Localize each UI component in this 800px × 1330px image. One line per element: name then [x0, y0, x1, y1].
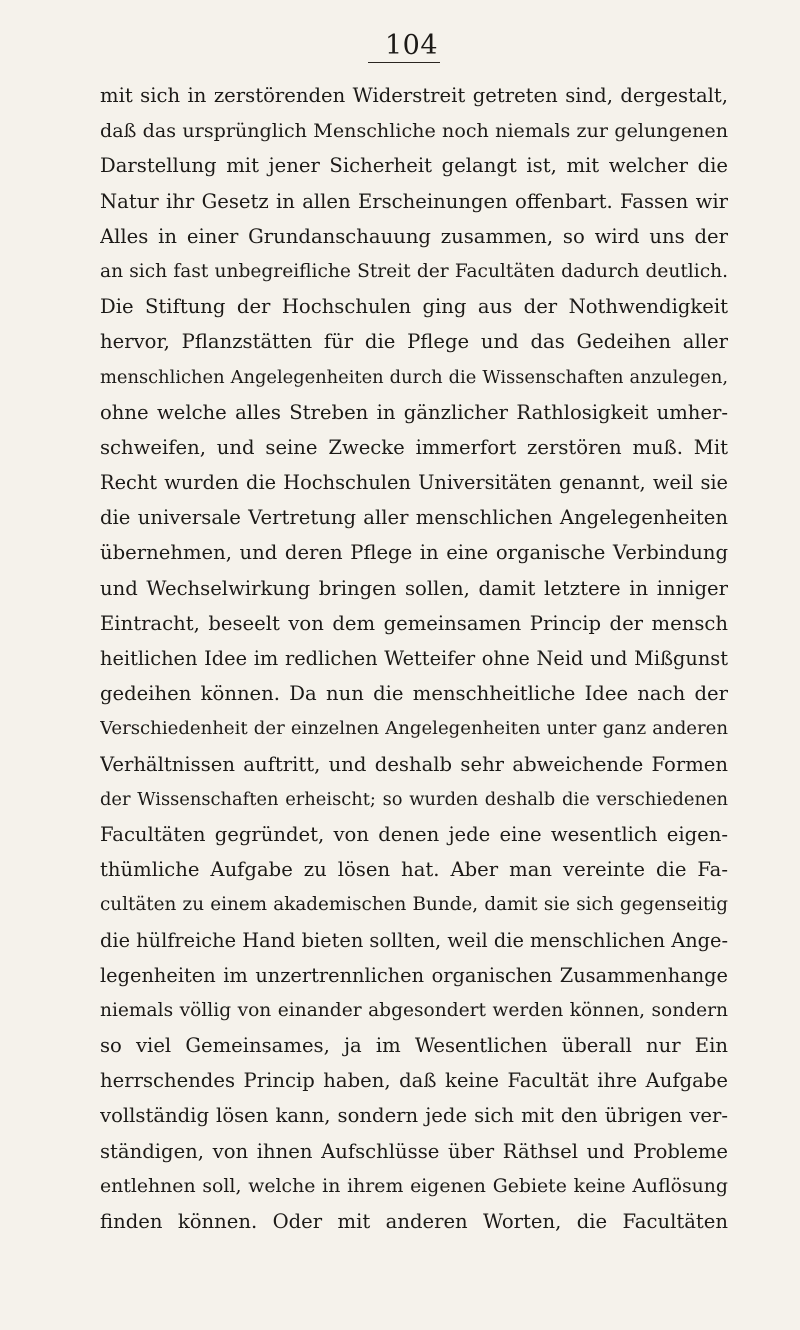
text-line: Eintracht, beseelt von dem gemeinsamen Princip der mensch: [100, 611, 728, 635]
text-line: thümliche Aufgabe zu lösen hat. Aber man vereinte die Fa-: [100, 858, 728, 882]
text-line: der Wissenschaften erheischt; so wurden deshalb die verschiedenen: [100, 788, 728, 810]
text-line: finden können. Oder mit anderen Worten, die Facultäten: [100, 1210, 728, 1233]
text-line: hervor, Pflanzstätten für die Pflege und das Gedeihen aller: [100, 330, 728, 354]
text-line: so viel Gemeinsames, ja im Wesentlichen überall nur Ein: [100, 1034, 728, 1058]
text-line: Die Stiftung der Hochschulen ging aus der Nothwendigkeit: [100, 295, 728, 319]
text-line: herrschendes Princip haben, daß keine Facultät ihre Aufgabe: [100, 1069, 728, 1093]
text-line: Verschiedenheit der einzelnen Angelegenheiten unter ganz anderen: [100, 718, 728, 740]
text-line: Alles in einer Grundanschauung zusammen, so wird uns der: [100, 224, 728, 248]
text-line: mit sich in zerstörenden Widerstreit getreten sind, dergestalt,: [100, 84, 728, 107]
page-number: 104: [385, 30, 439, 61]
text-line: heitlichen Idee im redlichen Wetteifer ohne Neid und Mißgunst: [100, 647, 728, 670]
text-line: niemals völlig von einander abgesondert werden können, sondern: [100, 999, 728, 1021]
text-line: an sich fast unbegreifliche Streit der Facultäten dadurch deutlich.: [100, 260, 728, 282]
text-line: gedeihen können. Da nun die menschheitliche Idee nach der: [100, 682, 728, 706]
text-line: übernehmen, und deren Pflege in eine organische Verbindung: [100, 541, 728, 565]
text-line: legenheiten im unzertrennlichen organischen Zusammenhange: [100, 963, 728, 987]
text-line: Recht wurden die Hochschulen Universitäten genannt, weil sie: [100, 471, 728, 495]
page-number-rule: [368, 62, 440, 63]
text-line: Facultäten gegründet, von denen jede eine wesentlich eigen-: [100, 822, 728, 846]
text-line: vollständig lösen kann, sondern jede sich mit den übrigen ver-: [100, 1104, 728, 1128]
body-text: [100, 78, 728, 1239]
text-line: cultäten zu einem akademischen Bunde, damit sie sich gegenseitig: [100, 894, 728, 916]
text-line: ohne welche alles Streben in gänzlicher Rathlosigkeit umher-: [100, 400, 728, 424]
text-line: menschlichen Angelegenheiten durch die Wissenschaften anzulegen,: [100, 366, 728, 388]
text-line: entlehnen soll, welche in ihrem eigenen Gebiete keine Auflösung: [100, 1175, 728, 1197]
text-line: Verhältnissen auftritt, und deshalb sehr abweichende Formen: [100, 752, 728, 776]
text-line: Natur ihr Gesetz in allen Erscheinungen offenbart. Fassen wir: [100, 189, 728, 213]
text-line: die universale Vertretung aller menschlichen Angelegenheiten: [100, 506, 728, 530]
text-line: Darstellung mit jener Sicherheit gelangt ist, mit welcher die: [100, 154, 728, 178]
text-line: die hülfreiche Hand bieten sollten, weil die menschlichen Ange-: [100, 928, 728, 952]
text-line: ständigen, von ihnen Aufschlüsse über Räthsel und Probleme: [100, 1139, 728, 1163]
text-line: und Wechselwirkung bringen sollen, damit letztere in inniger: [100, 576, 728, 600]
text-line: daß das ursprünglich Menschliche noch niemals zur gelungenen: [100, 119, 728, 143]
text-line: schweifen, und seine Zwecke immerfort zerstören muß. Mit: [100, 435, 728, 459]
